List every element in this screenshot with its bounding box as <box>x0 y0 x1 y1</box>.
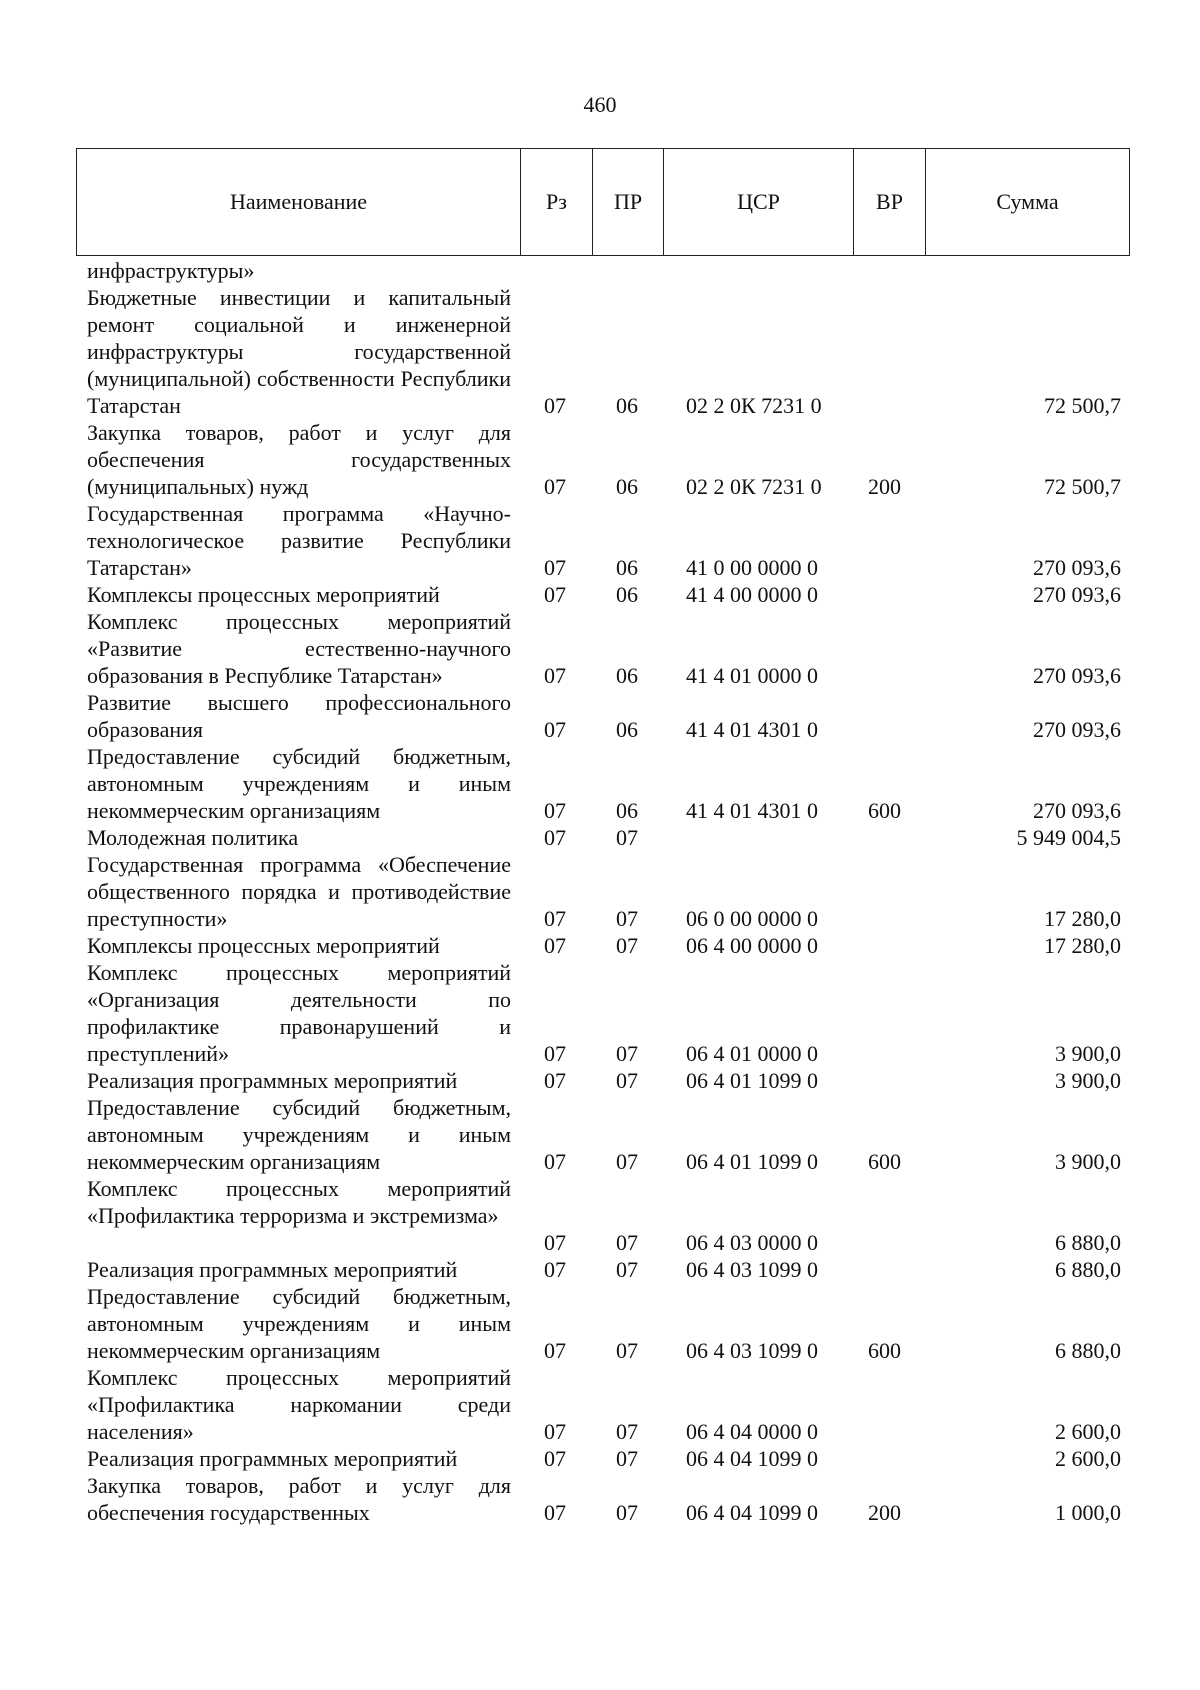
row-sum: 72 500,7 <box>1044 393 1121 418</box>
row-csr: 06 4 01 1099 0 <box>686 1068 818 1093</box>
row-pr: 07 <box>616 1338 638 1363</box>
table-row <box>0 419 1200 500</box>
row-sum: 270 093,6 <box>1033 717 1121 742</box>
row-rz: 07 <box>544 1041 566 1066</box>
row-name: Государственная программа «Научно-технологическое развитие Республики Татарстан» <box>87 501 511 580</box>
row-vr: 600 <box>868 1149 901 1174</box>
row-pr: 07 <box>616 1149 638 1174</box>
row-csr: 06 4 00 0000 0 <box>686 933 818 958</box>
table-row <box>0 851 1200 932</box>
table-row <box>0 689 1200 743</box>
header-name: Наименование <box>77 149 521 255</box>
row-pr: 07 <box>616 1446 638 1471</box>
row-values <box>0 1499 1200 1526</box>
table-row <box>0 1472 1200 1526</box>
row-rz: 07 <box>544 825 566 850</box>
table-body <box>0 257 1200 1526</box>
row-name: Государственная программа «Обеспечение общественного порядка и противодействие преступности» <box>87 852 511 931</box>
row-csr: 06 4 04 0000 0 <box>686 1419 818 1444</box>
row-pr: 07 <box>616 1500 638 1525</box>
table-row <box>0 1256 1200 1283</box>
header-rz: Рз <box>521 149 593 255</box>
row-sum: 1 000,0 <box>1055 1500 1121 1525</box>
row-sum: 6 880,0 <box>1055 1230 1121 1255</box>
row-pr: 06 <box>616 582 638 607</box>
row-sum: 72 500,7 <box>1044 474 1121 499</box>
row-pr: 06 <box>616 555 638 580</box>
row-name: Закупка товаров, работ и услуг для обеспечения государственных (муниципальных) нужд <box>87 420 511 499</box>
row-name: инфраструктуры» <box>87 258 255 283</box>
row-name: Реализация программных мероприятий <box>87 1446 458 1471</box>
row-rz: 07 <box>544 1419 566 1444</box>
row-vr: 200 <box>868 474 901 499</box>
row-pr: 07 <box>616 906 638 931</box>
row-csr: 06 4 03 0000 0 <box>686 1230 818 1255</box>
page-number: 460 <box>583 92 617 117</box>
table-row <box>0 824 1200 851</box>
table-row <box>0 1283 1200 1364</box>
table-row <box>0 959 1200 1067</box>
row-csr: 06 4 01 0000 0 <box>686 1041 818 1066</box>
row-name: Комплекс процессных мероприятий «Организация деятельности по профилактике правонарушений и преступлений» <box>87 960 511 1066</box>
row-rz: 07 <box>544 1338 566 1363</box>
row-rz: 07 <box>544 1500 566 1525</box>
table-row <box>0 1067 1200 1094</box>
row-sum: 5 949 004,5 <box>1016 825 1121 850</box>
row-csr: 02 2 0К 7231 0 <box>686 474 822 499</box>
row-csr: 41 4 01 4301 0 <box>686 798 818 823</box>
row-rz: 07 <box>544 555 566 580</box>
row-vr: 200 <box>868 1500 901 1525</box>
row-values <box>0 905 1200 932</box>
row-csr: 06 4 04 1099 0 <box>686 1446 818 1471</box>
row-rz: 07 <box>544 582 566 607</box>
row-values <box>0 824 1200 851</box>
row-csr: 06 4 01 1099 0 <box>686 1149 818 1174</box>
row-sum: 270 093,6 <box>1033 798 1121 823</box>
row-name: Развитие высшего профессионального образования <box>87 690 511 742</box>
row-pr: 07 <box>616 1257 638 1282</box>
row-pr: 06 <box>616 474 638 499</box>
row-pr: 07 <box>616 825 638 850</box>
row-values <box>0 1067 1200 1094</box>
row-values <box>0 1229 1200 1256</box>
row-values <box>0 1418 1200 1445</box>
row-pr: 07 <box>616 1419 638 1444</box>
row-pr: 07 <box>616 1041 638 1066</box>
table-row <box>0 500 1200 581</box>
row-values <box>0 662 1200 689</box>
row-csr: 06 0 00 0000 0 <box>686 906 818 931</box>
row-name: Бюджетные инвестиции и капитальный ремонт социальной и инженерной инфраструктуры государственной (муниципальной) собственности Республики Татарстан <box>87 285 511 418</box>
row-values <box>0 797 1200 824</box>
row-sum: 270 093,6 <box>1033 663 1121 688</box>
table-row <box>0 1364 1200 1445</box>
row-rz: 07 <box>544 1257 566 1282</box>
row-csr: 06 4 03 1099 0 <box>686 1338 818 1363</box>
header-sum: Сумма <box>996 189 1059 214</box>
row-csr: 06 4 03 1099 0 <box>686 1257 818 1282</box>
table-row <box>0 257 1200 284</box>
header-vr: ВР <box>854 149 926 255</box>
header-pr: ПР <box>593 149 664 255</box>
row-rz: 07 <box>544 717 566 742</box>
row-name: Предоставление субсидий бюджетным, автономным учреждениям и иным некоммерческим организациям <box>87 1095 511 1174</box>
row-rz: 07 <box>544 1149 566 1174</box>
table-row <box>0 932 1200 959</box>
table-row <box>0 1445 1200 1472</box>
row-vr: 600 <box>868 798 901 823</box>
row-sum: 3 900,0 <box>1055 1041 1121 1066</box>
row-values <box>0 1445 1200 1472</box>
table-row <box>0 1094 1200 1175</box>
row-values <box>0 1256 1200 1283</box>
table-row <box>0 1175 1200 1256</box>
table-header <box>76 148 1130 256</box>
row-values <box>0 1148 1200 1175</box>
row-sum: 2 600,0 <box>1055 1419 1121 1444</box>
row-rz: 07 <box>544 933 566 958</box>
row-rz: 07 <box>544 906 566 931</box>
row-values <box>0 1337 1200 1364</box>
row-csr: 41 4 00 0000 0 <box>686 582 818 607</box>
row-sum: 3 900,0 <box>1055 1149 1121 1174</box>
table-row <box>0 743 1200 824</box>
row-csr: 41 0 00 0000 0 <box>686 555 818 580</box>
row-name: Комплекс процессных мероприятий «Профилактика наркомании среди населения» <box>87 1365 511 1444</box>
row-rz: 07 <box>544 1446 566 1471</box>
row-values <box>0 716 1200 743</box>
row-name: Закупка товаров, работ и услуг для обеспечения государственных <box>87 1473 511 1525</box>
row-pr: 06 <box>616 717 638 742</box>
row-rz: 07 <box>544 393 566 418</box>
row-csr: 41 4 01 0000 0 <box>686 663 818 688</box>
row-vr: 600 <box>868 1338 901 1363</box>
row-rz: 07 <box>544 1068 566 1093</box>
row-values <box>0 581 1200 608</box>
row-pr: 07 <box>616 1230 638 1255</box>
row-values <box>0 392 1200 419</box>
row-values <box>0 473 1200 500</box>
row-name: Реализация программных мероприятий <box>87 1068 458 1093</box>
row-name: Комплексы процессных мероприятий <box>87 933 440 958</box>
row-sum: 3 900,0 <box>1055 1068 1121 1093</box>
row-name: Реализация программных мероприятий <box>87 1257 458 1282</box>
row-pr: 06 <box>616 663 638 688</box>
row-sum: 6 880,0 <box>1055 1338 1121 1363</box>
row-values <box>0 554 1200 581</box>
row-csr: 02 2 0К 7231 0 <box>686 393 822 418</box>
row-rz: 07 <box>544 663 566 688</box>
row-name: Комплекс процессных мероприятий «Профилактика терроризма и экстремизма» <box>87 1176 511 1228</box>
row-sum: 2 600,0 <box>1055 1446 1121 1471</box>
row-pr: 06 <box>616 798 638 823</box>
row-pr: 06 <box>616 393 638 418</box>
row-name: Предоставление субсидий бюджетным, автономным учреждениям и иным некоммерческим организациям <box>87 1284 511 1363</box>
row-name: Молодежная политика <box>87 825 299 850</box>
header-csr: ЦСР <box>664 149 854 255</box>
table-row <box>0 581 1200 608</box>
row-sum: 17 280,0 <box>1044 906 1121 931</box>
row-pr: 07 <box>616 1068 638 1093</box>
row-sum: 270 093,6 <box>1033 582 1121 607</box>
row-csr: 41 4 01 4301 0 <box>686 717 818 742</box>
row-values <box>0 1040 1200 1067</box>
row-sum: 6 880,0 <box>1055 1257 1121 1282</box>
row-rz: 07 <box>544 798 566 823</box>
row-sum: 17 280,0 <box>1044 933 1121 958</box>
row-name: Предоставление субсидий бюджетным, автономным учреждениям и иным некоммерческим организациям <box>87 744 511 823</box>
table-row <box>0 608 1200 689</box>
row-rz: 07 <box>544 1230 566 1255</box>
row-sum: 270 093,6 <box>1033 555 1121 580</box>
row-name: Комплексы процессных мероприятий <box>87 582 440 607</box>
row-name: Комплекс процессных мероприятий «Развитие естественно-научного образования в Республике Татарстан» <box>87 609 511 688</box>
row-values <box>0 932 1200 959</box>
table-row <box>0 284 1200 419</box>
row-rz: 07 <box>544 474 566 499</box>
row-values <box>0 257 1200 284</box>
row-pr: 07 <box>616 933 638 958</box>
row-csr: 06 4 04 1099 0 <box>686 1500 818 1525</box>
